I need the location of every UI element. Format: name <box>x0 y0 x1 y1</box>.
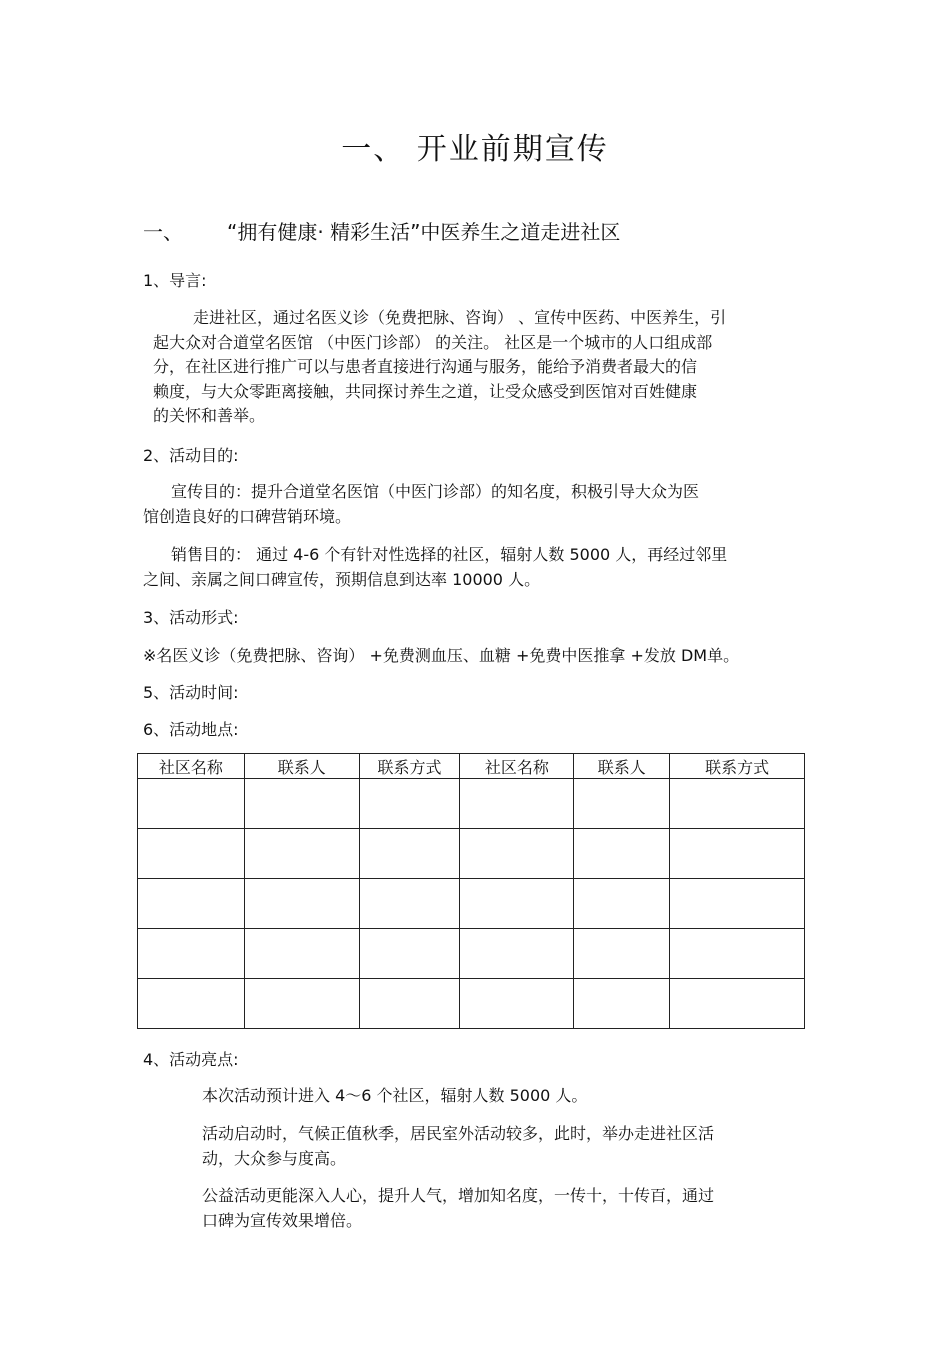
table-cell[interactable] <box>670 829 805 879</box>
table-header-row <box>138 754 805 779</box>
header-contact-method: 联系方式 <box>359 754 460 779</box>
header-community-name: 社区名称 <box>138 754 245 779</box>
table-cell[interactable] <box>574 779 670 829</box>
purpose-heading: 2、活动目的: <box>143 446 239 465</box>
promo-purpose-paragraph <box>143 480 699 529</box>
table-cell[interactable] <box>244 779 359 829</box>
table-cell[interactable] <box>460 829 574 879</box>
table-row <box>138 829 805 879</box>
sales-purpose-paragraph <box>143 543 727 592</box>
location-table <box>137 753 805 1029</box>
header-community-name: 社区名称 <box>460 754 574 779</box>
time-heading: 5、活动时间: <box>143 683 239 702</box>
table-cell[interactable] <box>138 879 245 929</box>
section-title: “拥有健康· 精彩生活”中医养生之道走进社区 <box>227 220 621 244</box>
highlight-paragraph-3 <box>202 1184 714 1233</box>
table-cell[interactable] <box>244 979 359 1029</box>
place-heading: 6、活动地点: <box>143 720 239 739</box>
table-cell[interactable] <box>244 879 359 929</box>
highlights-heading: 4、活动亮点: <box>143 1050 239 1069</box>
highlight-line: 公益活动更能深入人心，提升人气，增加知名度，一传十，十传百，通过 <box>202 1186 715 1205</box>
table-cell[interactable] <box>460 879 574 929</box>
section-heading <box>143 216 620 245</box>
highlight-line: 口碑为宣传效果增倍。 <box>202 1210 363 1230</box>
intro-line: 分，在社区进行推广可以与患者直接进行沟通与服务，能给予消费者最大的信 <box>153 357 698 376</box>
table-row <box>138 779 805 829</box>
table-cell[interactable] <box>574 979 670 1029</box>
table-cell[interactable] <box>138 779 245 829</box>
table-row <box>138 929 805 979</box>
table-cell[interactable] <box>670 979 805 1029</box>
table-cell[interactable] <box>670 779 805 829</box>
section-number: 一、 <box>143 220 183 244</box>
table-cell[interactable] <box>244 829 359 879</box>
table-cell[interactable] <box>574 879 670 929</box>
promo-line: 馆创造良好的口碑营销环境。 <box>143 506 352 526</box>
highlight-paragraph-2 <box>202 1122 714 1171</box>
highlight-line: 活动启动时，气候正值秋季，居民室外活动较多，此时，举办走进社区活 <box>202 1124 715 1143</box>
sales-line: 之间、亲属之间口碑宣传，预期信息到达率 10000 人。 <box>143 569 541 589</box>
form-heading: 3、活动形式: <box>143 608 239 627</box>
table-cell[interactable] <box>138 929 245 979</box>
header-contact-person: 联系人 <box>574 754 670 779</box>
highlight-line: 动，大众参与度高。 <box>202 1148 347 1168</box>
table-cell[interactable] <box>138 979 245 1029</box>
table-cell[interactable] <box>670 929 805 979</box>
intro-line: 赖度，与大众零距离接触，共同探讨养生之道，让受众感受到医馆对百姓健康 <box>153 381 698 401</box>
table-cell[interactable] <box>244 929 359 979</box>
intro-line: 起大众对合道堂名医馆 （中医门诊部） 的关注。 社区是一个城市的人口组成部 <box>153 332 713 352</box>
table-cell[interactable] <box>574 829 670 879</box>
table-cell[interactable] <box>359 879 460 929</box>
intro-line: 的关怀和善举。 <box>153 406 266 425</box>
table-row <box>138 879 805 929</box>
table-cell[interactable] <box>574 929 670 979</box>
header-contact-method: 联系方式 <box>670 754 805 779</box>
intro-line: 走进社区，通过名医义诊（免费把脉、咨询） 、宣传中医药、中医养生，引 <box>193 308 727 327</box>
highlight-paragraph-1: 本次活动预计进入 4～6 个社区，辐射人数 5000 人。 <box>202 1086 588 1105</box>
table-cell[interactable] <box>359 979 460 1029</box>
table-cell[interactable] <box>359 929 460 979</box>
form-text: ※名医义诊（免费把脉、咨询） +免费测血压、血糖 +免费中医推拿 +发放 DM单。 <box>143 646 740 665</box>
page-title: 一、 开业前期宣传 <box>341 132 609 167</box>
table-cell[interactable] <box>670 879 805 929</box>
table-row <box>138 979 805 1029</box>
intro-paragraph <box>153 306 726 429</box>
table-cell[interactable] <box>460 929 574 979</box>
intro-heading: 1、导言: <box>143 271 207 290</box>
table-cell[interactable] <box>359 779 460 829</box>
promo-line: 宣传目的：提升合道堂名医馆（中医门诊部）的知名度，积极引导大众为医 <box>171 482 700 501</box>
table-cell[interactable] <box>460 979 574 1029</box>
table-cell[interactable] <box>359 829 460 879</box>
sales-line: 销售目的： 通过 4-6 个有针对性选择的社区，辐射人数 5000 人，再经过邻里 <box>171 545 728 564</box>
table-cell[interactable] <box>460 779 574 829</box>
table-cell[interactable] <box>138 829 245 879</box>
header-contact-person: 联系人 <box>244 754 359 779</box>
